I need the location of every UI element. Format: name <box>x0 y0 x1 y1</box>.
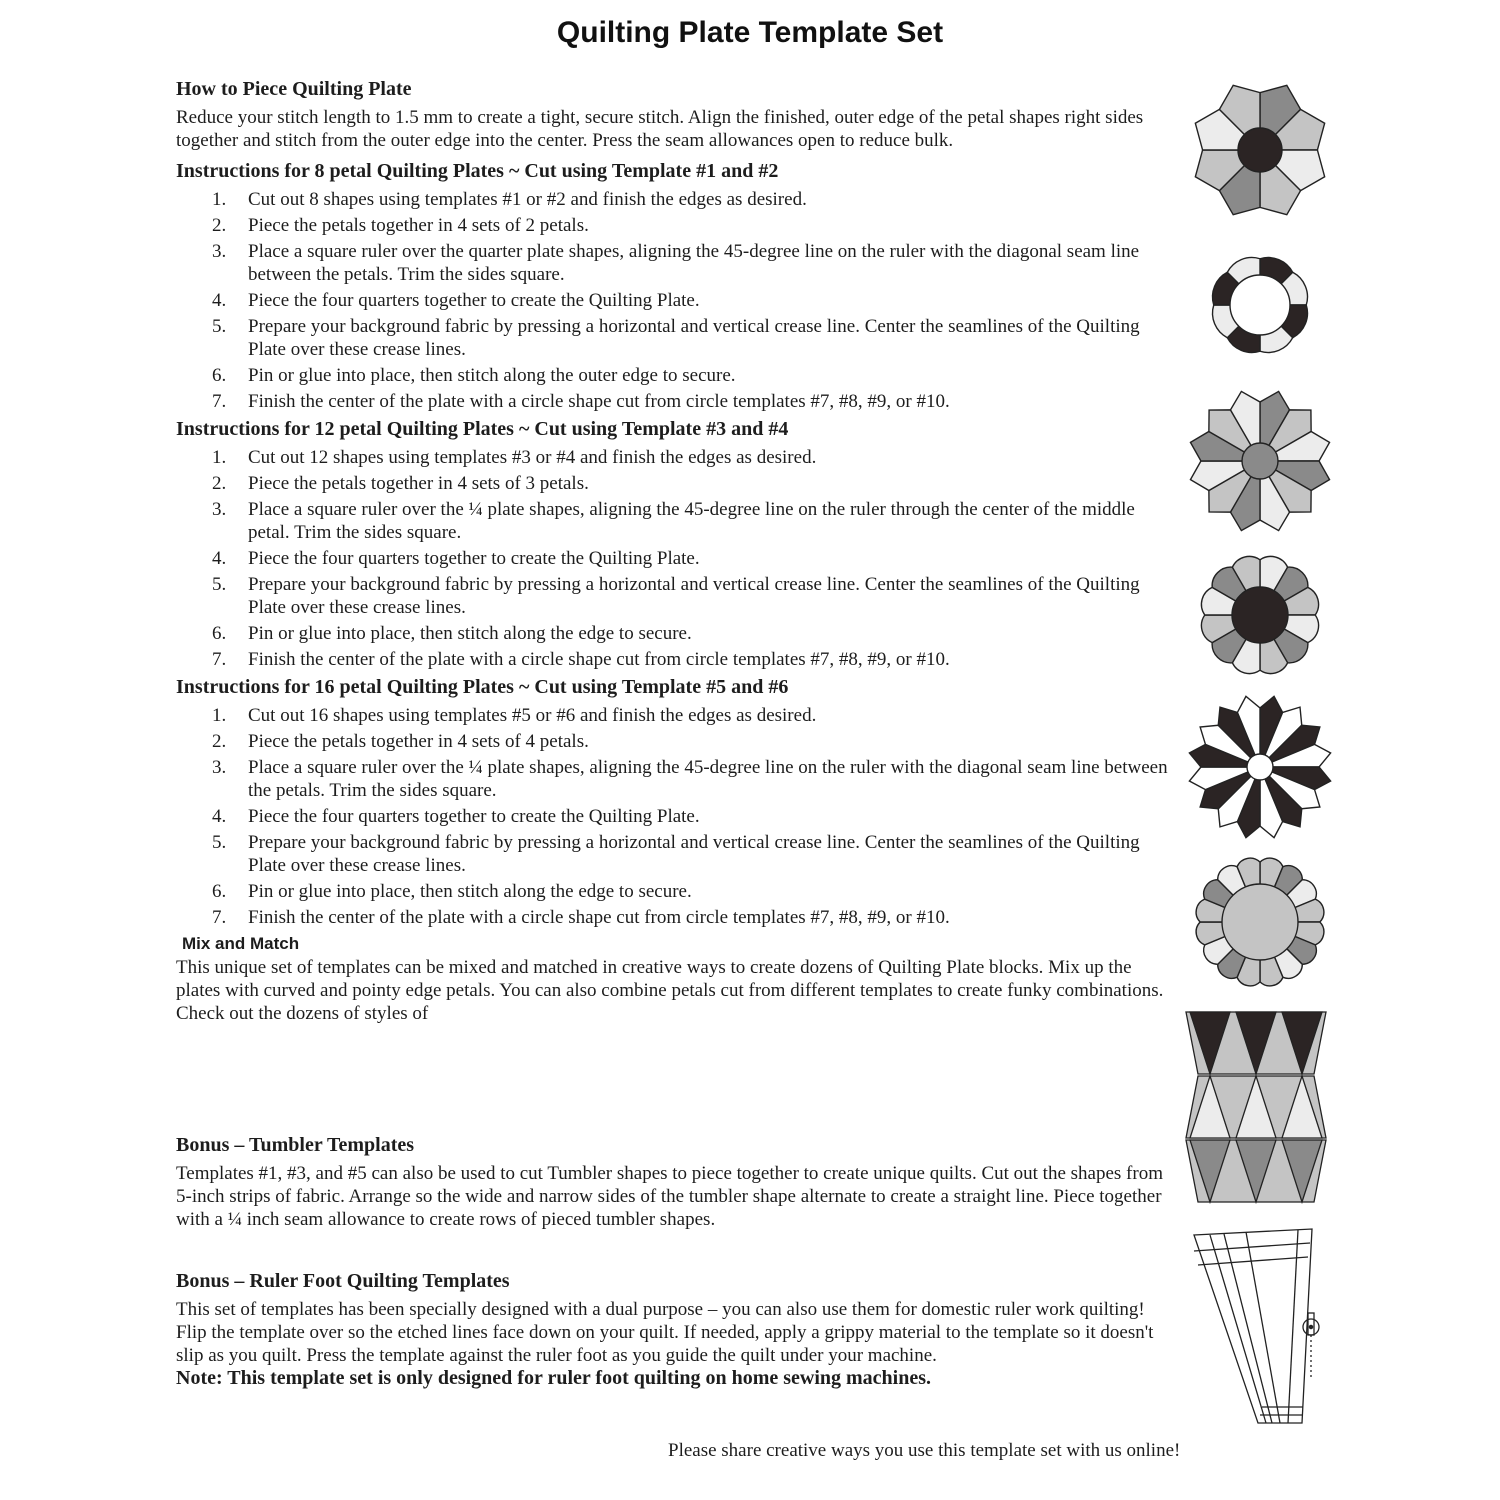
eight-petal-section <box>176 158 1176 413</box>
plate-center <box>1238 128 1282 172</box>
step-list <box>176 188 1176 413</box>
step-number: 3. <box>212 241 227 262</box>
step-number: 7. <box>212 391 227 412</box>
step-item <box>176 214 1176 237</box>
step-item <box>176 805 1176 828</box>
sixteen-petal-rounded-plate-icon <box>1180 847 1340 997</box>
ruler-foot-heading: Bonus – Ruler Foot Quilting Templates <box>176 1270 510 1292</box>
twelve-petal-rounded-plate-icon <box>1180 540 1340 690</box>
step-item <box>176 906 1176 929</box>
step-list <box>176 446 1176 671</box>
step-item <box>176 622 1176 645</box>
step-text: Prepare your background fabric by pressing a horizontal and vertical crease line. Center the seamlines of the Quilting Plate over these crease lines. <box>248 316 1140 360</box>
step-item <box>176 547 1176 570</box>
step-text: Pin or glue into place, then stitch along the edge to secure. <box>248 881 692 902</box>
step-text: Finish the center of the plate with a circle shape cut from circle templates #7, #8, #9, or #10. <box>248 391 950 412</box>
twelve-petal-pointed-plate-icon <box>1180 386 1340 536</box>
sixteen-petal-pointed-plate-icon <box>1180 692 1340 842</box>
ruler-foot-body: This set of templates has been specially designed with a dual purpose – you can also use them for domestic ruler work quilting! Flip the template over so the etched lines face down on your quilt. If needed, apply a grippy material to the template so it doesn't slip as you quilt. Press the template against the ruler foot as you guide the quilt under your machine. <box>176 1299 1154 1366</box>
step-text: Piece the petals together in 4 sets of 3 petals. <box>248 473 589 494</box>
step-item <box>176 648 1176 671</box>
step-text: Piece the four quarters together to create the Quilting Plate. <box>248 548 700 569</box>
mix-and-match-section <box>176 932 1176 1025</box>
step-text: Place a square ruler over the ¼ plate shapes, aligning the 45-degree line on the ruler through the center of the middle petal. Trim the sides square. <box>248 499 1135 543</box>
step-number: 1. <box>212 447 227 468</box>
twelve-petal-section <box>176 416 1176 671</box>
figure-column <box>1180 80 1340 1430</box>
instructions-column <box>176 76 1176 1025</box>
step-text: Cut out 12 shapes using templates #3 or #4 and finish the edges as desired. <box>248 447 817 468</box>
step-number: 4. <box>212 290 227 311</box>
ruler-foot-section <box>176 1268 1176 1390</box>
step-item <box>176 756 1176 802</box>
how-to-piece-heading: How to Piece Quilting Plate <box>176 78 412 100</box>
step-number: 4. <box>212 548 227 569</box>
step-item <box>176 498 1176 544</box>
ruler-foot-note: Note: This template set is only designed for ruler foot quilting on home sewing machines. <box>176 1367 932 1389</box>
step-text: Pin or glue into place, then stitch along the edge to secure. <box>248 623 692 644</box>
step-number: 6. <box>212 365 227 386</box>
step-text: Cut out 16 shapes using templates #5 or #6 and finish the edges as desired. <box>248 705 817 726</box>
mix-and-match-heading: Mix and Match <box>182 934 300 953</box>
step-item <box>176 364 1176 387</box>
step-item <box>176 880 1176 903</box>
plate-center <box>1222 884 1298 960</box>
step-item <box>176 390 1176 413</box>
plate-center <box>1230 275 1290 335</box>
step-item <box>176 573 1176 619</box>
plate-center <box>1242 443 1278 479</box>
page-title: Quilting Plate Template Set <box>556 16 944 49</box>
how-to-piece-body: Reduce your stitch length to 1.5 mm to create a tight, secure stitch. Align the finished, outer edge of the petal shapes right sides together and stitch from the outer edge into the center. Press the seam allowances open to reduce bulk. <box>176 107 1144 151</box>
step-text: Cut out 8 shapes using templates #1 or #2 and finish the edges as desired. <box>248 189 807 210</box>
tumbler-heading: Bonus – Tumbler Templates <box>176 1134 415 1156</box>
section-heading: Instructions for 12 petal Quilting Plates ~ Cut using Template #3 and #4 <box>176 418 789 440</box>
how-to-piece-section <box>176 76 1176 152</box>
step-item <box>176 240 1176 286</box>
share-footer: Please share creative ways you use this template set with us online! <box>668 1440 1181 1461</box>
step-text: Place a square ruler over the quarter plate shapes, aligning the 45-degree line on the ruler with the diagonal seam line between the petals. Trim the sides square. <box>248 241 1140 285</box>
step-number: 4. <box>212 806 227 827</box>
ruler-foot-template-icon <box>1180 1225 1340 1430</box>
step-text: Piece the petals together in 4 sets of 2 petals. <box>248 215 589 236</box>
step-number: 5. <box>212 574 227 595</box>
step-item <box>176 289 1176 312</box>
plate-center <box>1247 754 1273 780</box>
step-number: 5. <box>212 316 227 337</box>
step-item <box>176 446 1176 469</box>
eight-petal-rounded-plate-icon <box>1180 230 1340 380</box>
step-text: Piece the petals together in 4 sets of 4 petals. <box>248 731 589 752</box>
plate-center <box>1232 587 1288 643</box>
step-number: 6. <box>212 623 227 644</box>
step-number: 7. <box>212 907 227 928</box>
step-text: Finish the center of the plate with a circle shape cut from circle templates #7, #8, #9, or #10. <box>248 649 950 670</box>
step-text: Pin or glue into place, then stitch along the outer edge to secure. <box>248 365 736 386</box>
step-list <box>176 704 1176 929</box>
step-text: Piece the four quarters together to create the Quilting Plate. <box>248 290 700 311</box>
step-number: 5. <box>212 832 227 853</box>
step-item <box>176 315 1176 361</box>
step-item <box>176 704 1176 727</box>
step-text: Finish the center of the plate with a circle shape cut from circle templates #7, #8, #9, or #10. <box>248 907 950 928</box>
step-number: 1. <box>212 705 227 726</box>
step-item <box>176 472 1176 495</box>
step-text: Piece the four quarters together to create the Quilting Plate. <box>248 806 700 827</box>
eight-petal-pointed-plate-icon <box>1180 80 1340 220</box>
tumbler-rows-icon <box>1180 1008 1340 1208</box>
mix-and-match-body: This unique set of templates can be mixed and matched in creative ways to create dozens of Quilting Plate blocks. Mix up the plates with curved and pointy edge petals. You can also combine petals cut from different templates to create funky combinations. Check out the dozens of styles of <box>176 957 1164 1024</box>
step-number: 3. <box>212 499 227 520</box>
step-text: Prepare your background fabric by pressing a horizontal and vertical crease line. Center the seamlines of the Quilting Plate over these crease lines. <box>248 574 1140 618</box>
step-item <box>176 730 1176 753</box>
step-number: 7. <box>212 649 227 670</box>
step-item <box>176 831 1176 877</box>
step-number: 2. <box>212 215 227 236</box>
step-number: 6. <box>212 881 227 902</box>
tumbler-section <box>176 1132 1176 1231</box>
section-heading: Instructions for 16 petal Quilting Plates ~ Cut using Template #5 and #6 <box>176 676 789 698</box>
step-number: 2. <box>212 731 227 752</box>
sixteen-petal-section <box>176 674 1176 929</box>
step-number: 1. <box>212 189 227 210</box>
step-number: 2. <box>212 473 227 494</box>
step-item <box>176 188 1176 211</box>
tumbler-body: Templates #1, #3, and #5 can also be used to cut Tumbler shapes to piece together to create unique quilts. Cut out the shapes from 5-inch strips of fabric. Arrange so the wide and narrow sides of the tumbler shape alternate to create a straight line. Piece together with a ¼ inch seam allowance to create rows of pieced tumbler shapes. <box>176 1163 1163 1230</box>
section-heading: Instructions for 8 petal Quilting Plates ~ Cut using Template #1 and #2 <box>176 160 779 182</box>
step-text: Place a square ruler over the ¼ plate shapes, aligning the 45-degree line on the ruler with the diagonal seam line between the petals. Trim the sides square. <box>248 757 1168 801</box>
step-text: Prepare your background fabric by pressing a horizontal and vertical crease line. Center the seamlines of the Quilting Plate over these crease lines. <box>248 832 1140 876</box>
step-number: 3. <box>212 757 227 778</box>
